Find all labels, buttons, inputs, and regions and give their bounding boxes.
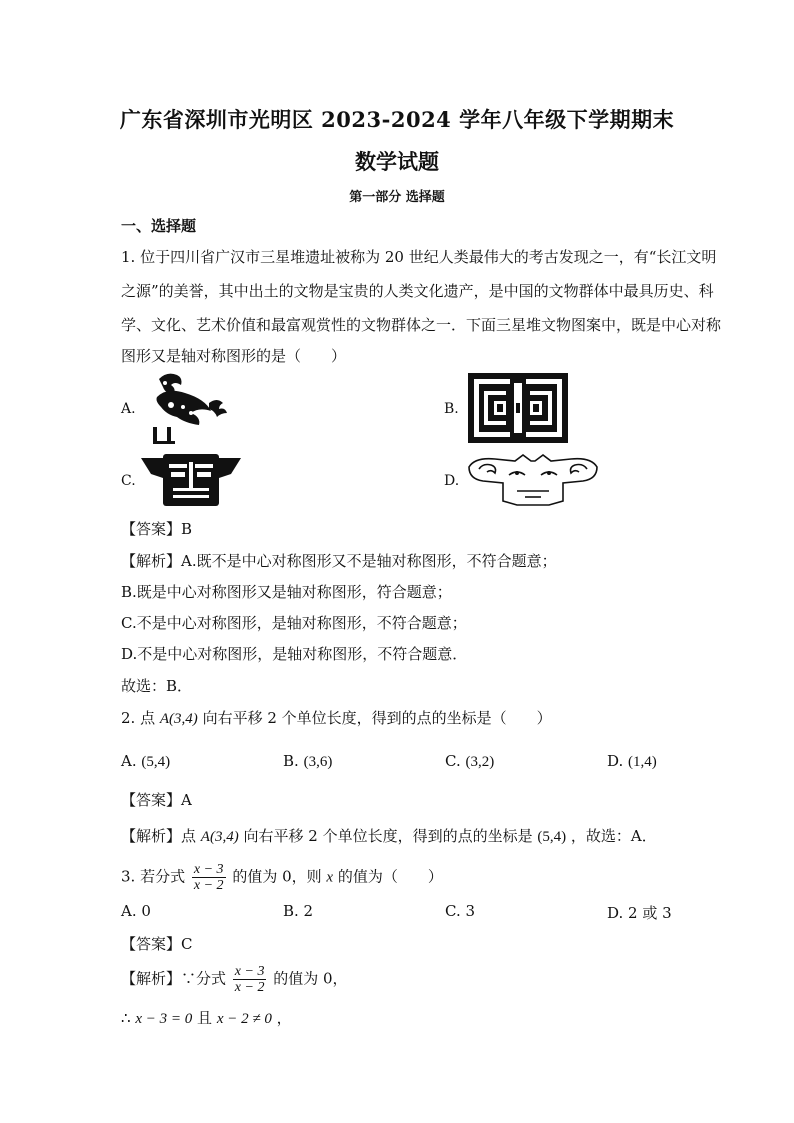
q3-option-d: D. 2 或 3: [607, 904, 672, 922]
q2-analysis: [121, 826, 657, 847]
q3-analysis-eq2: x − 2 ≠ 0: [216, 1011, 272, 1027]
q3-analysis-fraction-denominator: x − 2: [234, 980, 265, 995]
q3-fraction: [192, 862, 226, 893]
q2-option-d: [607, 752, 657, 771]
q1-stem-line-1: 1. 位于四川省广汉市三星堆遗址被称为 20 世纪人类最伟大的考古发现之一，有“长江文明: [121, 248, 717, 266]
q1-option-d-label: D.: [444, 473, 460, 489]
q2-option-a-value: (5,4): [141, 754, 171, 770]
q2-option-a-label: A.: [121, 752, 137, 770]
q1-stem-line-2: 之源”的美誉，其中出土的文物是宝贵的人类文化遗产，是中国的文物群体中最具历史、科: [121, 282, 714, 300]
q3-stem-pre: 3. 若分式: [121, 867, 186, 886]
q3-analysis-line-2: [121, 1008, 292, 1029]
q2-option-b-label: B.: [283, 752, 299, 770]
q3-analysis-end: ，: [276, 1009, 292, 1027]
q2-option-d-label: D.: [607, 752, 624, 770]
q2-option-b: [283, 752, 332, 771]
q2-stem-pre: 2. 点: [121, 709, 156, 727]
outline-pattern-image: [465, 453, 601, 511]
q1-analysis-line-3: C.不是中心对称图形，是轴对称图形，不符合题意；: [121, 614, 467, 632]
q3-stem-post: 的值为（ ）: [337, 867, 443, 886]
q3-fraction-denominator: x − 2: [193, 878, 224, 893]
q2-option-c-value: (3,2): [465, 754, 495, 770]
q2-option-c: [445, 752, 494, 771]
q1-answer: 【答案】B: [121, 520, 193, 538]
q2-option-c-label: C.: [445, 752, 461, 770]
mask-pattern-image: [139, 454, 243, 508]
q3-answer: 【答案】C: [121, 935, 193, 953]
q1-analysis-line-5: 故选：B．: [121, 677, 193, 695]
bird-pattern-image: [139, 369, 239, 449]
q3-fraction-numerator: x − 3: [193, 862, 224, 877]
q1-option-c-label: C.: [121, 473, 136, 489]
section-heading: 一、选择题: [121, 217, 197, 235]
q2-option-a: [121, 752, 170, 771]
q3-analysis-line-1: [121, 964, 348, 995]
q2-analysis-post: ，故选：A．: [570, 827, 657, 845]
q3-stem: [121, 862, 443, 893]
q2-point: A(3,4): [159, 711, 198, 727]
q1-option-a-label: A.: [121, 401, 136, 417]
q3-stem-mid: 的值为 0，则: [232, 867, 322, 886]
q1-analysis-line-4: D.不是中心对称图形，是轴对称图形，不符合题意．: [121, 645, 468, 663]
q2-stem-post: 向右平移 2 个单位长度，得到的点的坐标是（ ）: [202, 709, 552, 727]
q3-variable: x: [326, 869, 334, 886]
q1-stem-line-3: 学、文化、艺术价值和最富观赏性的文物群体之一．下面三星堆文物图案中，既是中心对称: [121, 316, 722, 334]
q2-analysis-pre: 【解析】点: [121, 827, 197, 845]
q1-stem-line-4: 图形又是轴对称图形的是（ ）: [121, 347, 347, 365]
exam-title: 广东省深圳市光明区 2023-2024 学年八年级下学期期末: [119, 107, 675, 132]
q2-analysis-result: (5,4): [537, 829, 567, 845]
q1-option-b-label: B.: [444, 401, 459, 417]
q3-option-a: A. 0: [121, 902, 151, 920]
q1-analysis-line-2: B.既是中心对称图形又是轴对称图形，符合题意；: [121, 583, 452, 601]
q2-option-b-value: (3,6): [303, 754, 333, 770]
q3-analysis-fraction: [233, 964, 267, 995]
q3-analysis-fraction-numerator: x − 3: [234, 964, 265, 979]
part-heading: 第一部分 选择题: [349, 190, 445, 205]
q2-option-d-value: (1,4): [628, 754, 657, 770]
q3-analysis-post: 的值为 0，: [273, 969, 348, 988]
q3-analysis-eq1: x − 3 = 0: [135, 1011, 193, 1027]
exam-subtitle: 数学试题: [355, 149, 439, 174]
q2-analysis-point: A(3,4): [200, 829, 239, 845]
q2-answer: 【答案】A: [121, 791, 192, 809]
q3-analysis-and: 且: [197, 1009, 213, 1027]
q2-analysis-mid: 向右平移 2 个单位长度，得到的点的坐标是: [243, 827, 533, 845]
q3-option-b: B. 2: [283, 902, 314, 920]
q3-analysis-therefore: ∴: [121, 1009, 131, 1027]
q2-stem: [121, 708, 552, 729]
q3-analysis-pre: 【解析】∵分式: [121, 969, 227, 988]
q3-option-c: C. 3: [445, 902, 476, 920]
q1-analysis-line-1: 【解析】A.既不是中心对称图形又不是轴对称图形，不符合题意；: [121, 552, 557, 570]
symmetric-pattern-image: [468, 373, 568, 443]
